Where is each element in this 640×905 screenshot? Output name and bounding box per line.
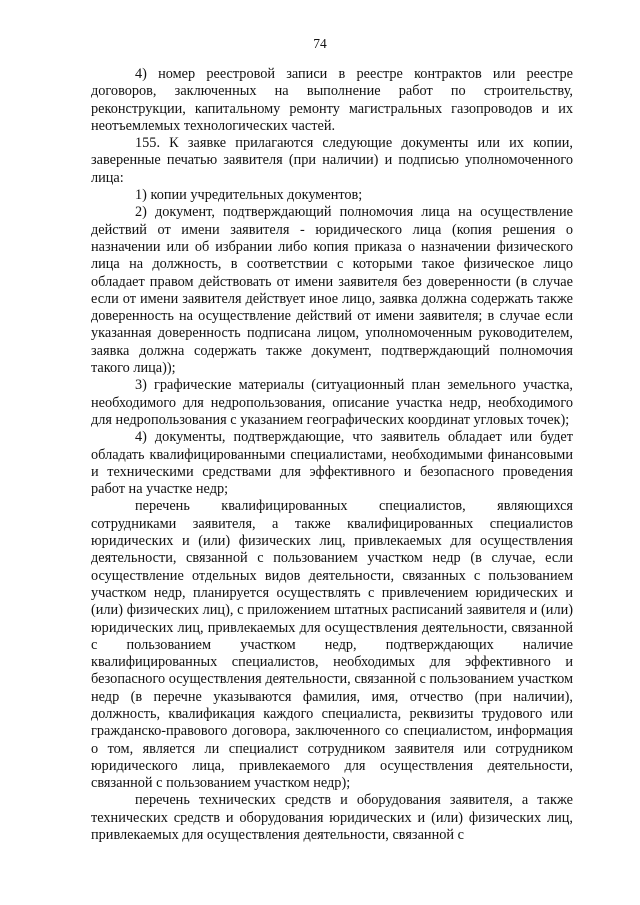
paragraph-clause-155: 155. К заявке прилагаются следующие документы или их копии, заверенные печатью заявителя (при наличии) и подписью уполномоченного лица: [91,135,573,186]
paragraph-item-3-graphic-materials: 3) графические материалы (ситуационный план земельного участка, необходимого для недропользования, описание участка недр, необходимого для недропользования с указанием географических координат угловых точек); [91,377,573,428]
paragraph-technical-means-list: перечень технических средств и оборудования заявителя, а также технических средств и оборудования юридических и (или) физических лиц, привлекаемых для осуществления деятельности, связанной с [91,792,573,844]
page-number: 74 [313,36,327,51]
paragraph-item-4-registry-record: 4) номер реестровой записи в реестре контрактов или реестре договоров, заключенных на выполнение работ по строительству, реконструкции, капитальному ремонту магистральных газопроводов и их неотъемлемых технологических частей. [91,66,573,134]
paragraph-specialists-list: перечень квалифицированных специалистов, являющихся сотрудниками заявителя, а также квалифицированных специалистов юридических и (или) физических лиц, привлекаемых для осуществления деятельности, связанной с пользованием участком недр (в случае, если осуществление отдельных видов деятельности, связанных с пользованием участком недр, планируется осуществлять с привлечением юридических и (или) физических лиц), с приложением штатных расписаний заявителя и (или) юридических лиц, привлекаемых для осуществления деятельности, связанной с пользованием участком недр, подтверждающих наличие квалифицированных специалистов, необходимых для эффективного и безопасного осуществления деятельности, связанной с пользованием участком недр (в перечне указываются фамилия, имя, отчество (при наличии), должность, квалификация каждого специалиста, реквизиты трудового или гражданско-правового договора, заключенного со специалистом, информация о том, является ли специалист сотрудником заявителя или сотрудником юридического лица, привлекаемого для осуществления деятельности, связанной с пользованием участком недр); [91,498,573,792]
paragraph-item-4-qualification-documents: 4) документы, подтверждающие, что заявитель обладает или будет обладать квалифицированными специалистами, необходимыми финансовыми и техническими средствами для эффективного и безопасного проведения работ на участке недр; [91,429,573,498]
paragraph-item-1-founding-documents: 1) копии учредительных документов; [135,187,363,204]
paragraph-item-2-authority-document: 2) документ, подтверждающий полномочия лица на осуществление действий от имени заявителя - юридического лица (копия решения о назначении или об избрании либо копия приказа о назначении физического лица на должность, в соответствии с которыми такое физическое лицо обладает правом действовать от имени заявителя без доверенности (в случае если от имени заявителя действует иное лицо, заявка должна содержать также доверенность на осуществление действий от имени заявителя; в случае если указанная доверенность подписана лицом, уполномоченным руководителем, заявка должна содержать также документ, подтверждающий полномочия такого лица)); [91,204,573,377]
document-body [91,66,573,844]
